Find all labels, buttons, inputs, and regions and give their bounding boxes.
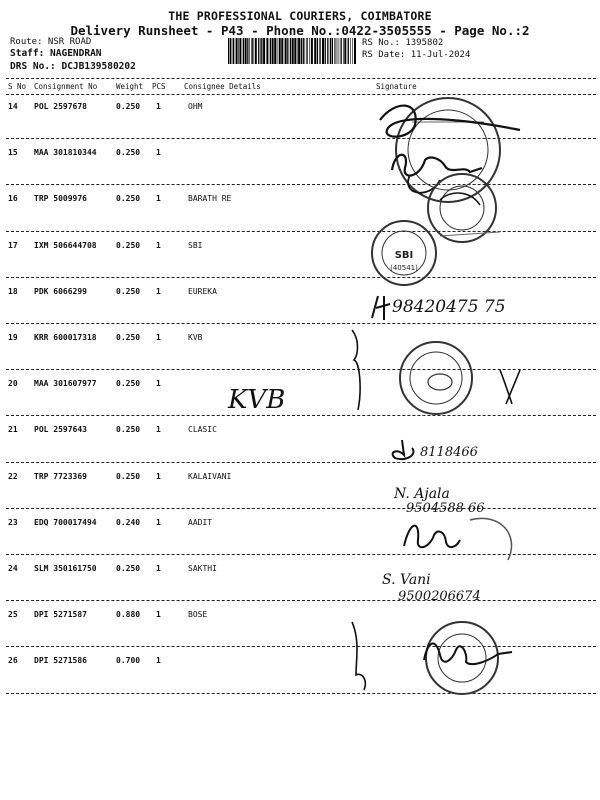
- row-pcs-cell: 1: [156, 656, 161, 666]
- row22-name-handwriting: N. Ajala: [394, 486, 450, 502]
- row-weight-cell: 0.250: [116, 102, 141, 111]
- row21-phone-handwriting: 8118466: [420, 445, 478, 460]
- row15-loop: [408, 175, 440, 193]
- row-pcs-cell: 1: [156, 286, 161, 296]
- row-consignee-cell: BARATH RE: [188, 194, 232, 204]
- row-consignment-cell: IXM 506644708: [34, 240, 97, 250]
- row-sno-cell: 22: [8, 471, 18, 481]
- row-consignment-cell: POL 2597643: [34, 425, 87, 435]
- row-consignee-cell: CLASIC: [188, 425, 217, 435]
- row-pcs-cell: 1: [156, 564, 161, 573]
- row-weight-cell: 0.250: [116, 194, 141, 204]
- row-weight-cell: 0.880: [116, 610, 141, 620]
- row14-stamp: [396, 98, 500, 202]
- row-sno-cell: 26: [8, 656, 18, 666]
- row17-scratch: [440, 232, 500, 236]
- row-sno-cell: 18: [8, 286, 18, 296]
- row-weight-cell: 0.700: [116, 656, 141, 666]
- row25-long-stroke: [352, 622, 365, 690]
- row-consignment-cell: KRR 600017318: [34, 333, 97, 342]
- row23-signature: [404, 526, 460, 547]
- row-sno-cell: 24: [8, 564, 18, 573]
- row23-stamp-arc: [470, 518, 512, 560]
- row-consignment-cell: TRP 5009976: [34, 194, 87, 204]
- col-pcs-header: PCS: [152, 82, 166, 91]
- rs-date: RS Date: 11-Jul-2024: [362, 50, 471, 60]
- row-sno-cell: 14: [8, 102, 18, 111]
- col-weight-header: Weight: [116, 82, 144, 91]
- row-weight-cell: 0.250: [116, 286, 141, 296]
- row24-phone-handwriting: 9500206674: [398, 589, 481, 604]
- row21-signature: [393, 440, 414, 459]
- row17-sbi-stamp: [372, 221, 436, 285]
- drs-number: DRS No.: DCJB139580202: [10, 61, 136, 72]
- row-consignee-cell: KALAIVANI: [188, 471, 232, 481]
- row-consignment-cell: DPI 5271586: [34, 656, 87, 666]
- row-consignment-cell: POL 2597678: [34, 102, 87, 111]
- row-sno-cell: 21: [8, 425, 18, 435]
- row-pcs-cell: 1: [156, 148, 161, 158]
- row-sno-cell: 25: [8, 610, 18, 620]
- row-weight-cell: 0.250: [116, 379, 141, 389]
- row-pcs-cell: 1: [156, 379, 161, 389]
- col-sno-header: S No: [8, 82, 27, 91]
- row-weight-cell: 0.250: [116, 148, 141, 158]
- row-sno-cell: 15: [8, 148, 18, 158]
- row-consignment-cell: TRP 7723369: [34, 471, 87, 481]
- staff-label: Staff: NAGENDRAN: [10, 48, 102, 59]
- row15-signature: [392, 155, 482, 176]
- row18-signature: [372, 296, 390, 320]
- row-consignee-cell: SAKTHI: [188, 564, 217, 573]
- sbi-stamp-code: (40541): [390, 264, 418, 272]
- company-title: THE PROFESSIONAL COURIERS, COIMBATORE: [168, 9, 432, 23]
- row-consignee-cell: EUREKA: [188, 286, 217, 296]
- row19-long-stroke: [352, 330, 360, 410]
- row-sno-cell: 17: [8, 240, 18, 250]
- row-pcs-cell: 1: [156, 517, 161, 527]
- row20-kvb-handwriting: KVB: [228, 385, 286, 415]
- row-sno-cell: 23: [8, 517, 18, 527]
- row-pcs-cell: 1: [156, 471, 161, 481]
- row22-phone-handwriting: 9504588 66: [406, 501, 485, 516]
- row18-phone-handwriting: 98420475 75: [392, 297, 506, 317]
- row-pcs-cell: 1: [156, 194, 161, 204]
- row-weight-cell: 0.250: [116, 425, 141, 435]
- row20-stamp: [400, 342, 472, 414]
- row-consignment-cell: EDQ 700017494: [34, 517, 97, 527]
- row-sno-cell: 16: [8, 194, 18, 204]
- row24-name-handwriting: S. Vani: [382, 572, 431, 588]
- row-weight-cell: 0.250: [116, 564, 141, 573]
- row-pcs-cell: 1: [156, 333, 161, 342]
- row-weight-cell: 0.250: [116, 240, 141, 250]
- row-pcs-cell: 1: [156, 240, 161, 250]
- row-consignee-cell: BOSE: [188, 610, 208, 620]
- row-consignee-cell: AADIT: [188, 517, 213, 527]
- route-label: Route: NSR ROAD: [10, 37, 92, 47]
- row-pcs-cell: 1: [156, 425, 161, 435]
- row-weight-cell: 0.250: [116, 471, 141, 481]
- col-consignee-header: Consignee Details: [184, 82, 261, 91]
- row-consignment-cell: MAA 301607977: [34, 379, 97, 389]
- row-pcs-cell: 1: [156, 102, 161, 111]
- row-weight-cell: 0.240: [116, 517, 141, 527]
- row-consignment-cell: DPI 5271587: [34, 610, 87, 620]
- row-consignment-cell: PDK 6066299: [34, 286, 87, 296]
- row-consignment-cell: SLM 350161750: [34, 564, 97, 573]
- row-consignee-cell: KVB: [188, 333, 203, 342]
- row-consignment-cell: MAA 301810344: [34, 148, 97, 158]
- col-signature-header: Signature: [376, 82, 417, 91]
- row-consignee-cell: OHM: [188, 102, 203, 111]
- row-pcs-cell: 1: [156, 610, 161, 620]
- runsheet-title: Delivery Runsheet - P43 - Phone No.:0422-3505555 - Page No.:2: [70, 23, 530, 38]
- col-consignment-header: Consignment No: [34, 82, 98, 91]
- row26-stamp: [426, 622, 498, 694]
- row-weight-cell: 0.250: [116, 333, 141, 342]
- row20-right-stroke: [500, 370, 520, 404]
- row-sno-cell: 20: [8, 379, 18, 389]
- row-sno-cell: 19: [8, 333, 18, 342]
- row16-stamp: [428, 174, 496, 242]
- row-consignee-cell: SBI: [188, 240, 203, 250]
- rs-number: RS No.: 1395802: [362, 38, 444, 48]
- sbi-stamp-logo: SBI: [394, 250, 414, 261]
